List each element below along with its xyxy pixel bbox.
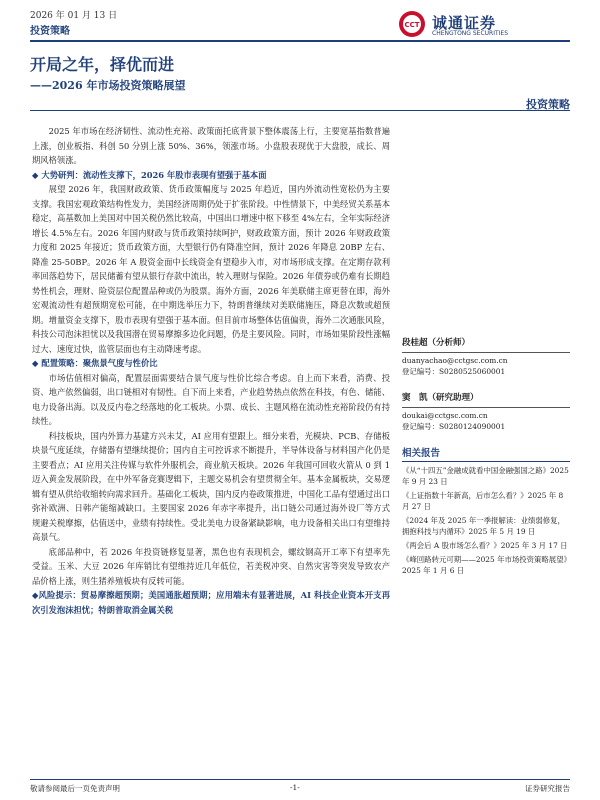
section2-paragraph: 科技板块，国内外算力基建方兴未艾，AI 应用有望跟上。细分来看，光模块、PCB、存储板块景气度延续，存储器有望继续提价；国内自主可控诉求不断提升，半导体设备与材料国产化仍是主要看点；AI 应用关注传媒与软件外服机会，商业航天板块。2026 年我国可回收火箭从 0 到 1 迈入黄金发展阶段，在中外军备竞赛逻辑下，主题交易机会有望贯彻全年。基本金属板块，交易逻辑有望从供给收缩转向需求回升。基础化工板块，国内反内卷政策推进，中国化工品有望通过出口弥补欧洲、日韩产能缩减缺口。主要国家 2026 年赤字率提升，出口链公司通过海外设厂等方式规避关税摩擦，估值送中，业绩有持续性。受北美电力设备紧缺影响，电力设备相关出口有望维持高景气。 — [32, 430, 390, 542]
section2-heading — [32, 356, 390, 371]
logo-mark-icon — [398, 10, 426, 38]
risk-warning-text: 风险提示：贸易摩擦超预期；美国通胀超预期；应用端未有显著进展，AI 科技企业资本开支再次引发泡沫担忧；特朗普取消金属关税 — [32, 590, 390, 615]
diamond-bullet-icon: ◆ — [32, 358, 39, 368]
logo-name-cn: 诚通证券 — [432, 14, 497, 32]
diamond-bullet-icon: ◆ — [32, 169, 39, 180]
related-report-link[interactable]: 《2024 年及 2025 年一季报解读：业绩弱修复，拥抱科技与内循环》2025 年 5 月 19 日 — [402, 516, 565, 536]
analyst-card — [402, 338, 570, 377]
section2-heading-text: 配置策略：聚焦景气度与性价比 — [41, 358, 158, 368]
main-content — [32, 124, 390, 617]
analyst-name: 窦 凯（研究助理） — [402, 393, 479, 403]
intro-paragraph: 2025 年市场在经济韧性、流动性充裕、政策面托底背景下整体震荡上行，主要宽基指数普遍上涨，创业板指、科创 50 分别上涨 50%、36%，领涨市场。小盘股表现优于大盘股，成长、周期风格领涨。 — [32, 126, 390, 165]
diamond-bullet-icon: ◆ — [32, 590, 39, 600]
svg-text:CCT: CCT — [404, 21, 420, 29]
analyst-cert: 登记编号：S0280124090001 — [402, 422, 506, 431]
analyst-email[interactable]: doukai@cctgsc.com.cn — [402, 411, 488, 420]
related-reports-rule — [402, 461, 570, 462]
report-category: 投资策略 — [30, 26, 70, 37]
page-number: -1- — [290, 783, 300, 792]
footer-doc-type: 证券研究报告 — [525, 784, 570, 793]
report-title: 开局之年，择优而进 — [30, 55, 175, 74]
analyst-divider — [402, 407, 570, 408]
sidebar — [402, 338, 570, 579]
analyst-name: 段桂超（分析师） — [402, 338, 471, 348]
analyst-cert: 登记编号：S0280525060001 — [402, 367, 506, 376]
header-rule — [30, 40, 570, 42]
company-logo — [398, 10, 558, 40]
footer-rule — [30, 779, 570, 780]
analyst-divider — [402, 352, 570, 353]
risk-warning — [32, 588, 390, 617]
footer-disclaimer[interactable]: 敬请参阅最后一页免责声明 — [30, 784, 120, 793]
title-rule — [30, 110, 570, 111]
related-report-link[interactable]: 《两会后 A 股市场怎么看？》2025 年 3 月 17 日 — [402, 541, 568, 550]
section1-paragraph: 展望 2026 年，我国财政政策、货币政策幅度与 2025 年趋近，国内外流动性宽松仍为主要支撑。我国宏观政策结构性发力，美国经济周期仍处于扩张阶段。中性情景下，中美经贸关系基本稳定，高基数加上美国对中国关税仍然比较高，中国出口增速中枢下移至 4%左右，全年实际经济增长 4.5%左右。2026 年国内财政与货币政策持续呵护，财政政策方面，预计 2026 年财政政策力度和 2025 年接近；货币政策方面，大型银行仍有降准空间，预计 2026 年降息 20BP 左右、降准 25-50BP。2026 年 A 股资金面中长线资金有望稳步入市，对市场形成支撑。在定期存款利率回落趋势下，居民储蓄有望从银行存款中流出，转入理财与保险。2026 年债券或仍难有长期趋势性机会，理财、险资层位配置品种或仍为股票。海外方面，2026 年美联储主席更替在即，海外宏观流动性有超预期宽松可能，在中期选举压力下，特朗普继续对美联储施压，降息次数或超预期。增量资金支撑下，股市表现有望强于基本面。但目前市场整体估值偏贵，海外二次通胀风险，科技公司泡沫担忧以及我国潜在贸易摩擦多边化问题，仍是主要风险。同时，市场如果阶段性涨幅过大、速度过快，监管层面也有主动降速考虑。 — [32, 184, 390, 354]
related-report-link[interactable]: 《从“十四五”金融成就看中国金融强国之路》2025 年 9 月 23 日 — [402, 466, 569, 486]
related-report-link[interactable]: 《上证指数十年新高，后市怎么看？》2025 年 8 月 27 日 — [402, 491, 564, 511]
section2-paragraph: 底部品种中，若 2026 年投资链修复显著，黑色也有表现机会，螺纹钢高开工率下有望率先受益。玉米、大豆 2026 年库销比有望维持近几年低位，若美税冲突、自然灾害等突发导致农产品价格上涨，则生猪养殖板块有反转可能。 — [32, 546, 390, 586]
report-subtitle: ——2026 年市场投资策略展望 — [30, 79, 186, 92]
logo-name-en: CHENGTONG SECURITIES — [432, 30, 509, 37]
section1-heading — [32, 168, 390, 183]
section2-paragraph: 市场估值相对偏高，配置层面需要结合景气度与性价比综合考虑。自上而下来看，消费、投资、地产依然偏弱，出口链相对有韧性。自下而上来看，产业趋势热点依然在科技，有色、储能、电力设备出海。以及反内卷之经落地的化工板块。小票、成长、主题风格在流动性充裕阶段仍有持续性。 — [32, 372, 390, 426]
report-type-tag: 投资策略 — [526, 98, 570, 111]
analyst-card — [402, 393, 570, 432]
section1-heading-text: 大势研判：流动性支撑下，2026 年股市表现有望强于基本面 — [41, 169, 267, 180]
analyst-email[interactable]: duanyachao@cctgsc.com.cn — [402, 356, 508, 365]
related-report-link[interactable]: 《峰回路转元可期——2025 年市场投资策略展望》2025 年 1 月 6 日 — [402, 555, 568, 575]
related-reports-title: 相关报告 — [402, 448, 441, 459]
report-date: 2026 年 01 月 13 日 — [30, 11, 118, 21]
